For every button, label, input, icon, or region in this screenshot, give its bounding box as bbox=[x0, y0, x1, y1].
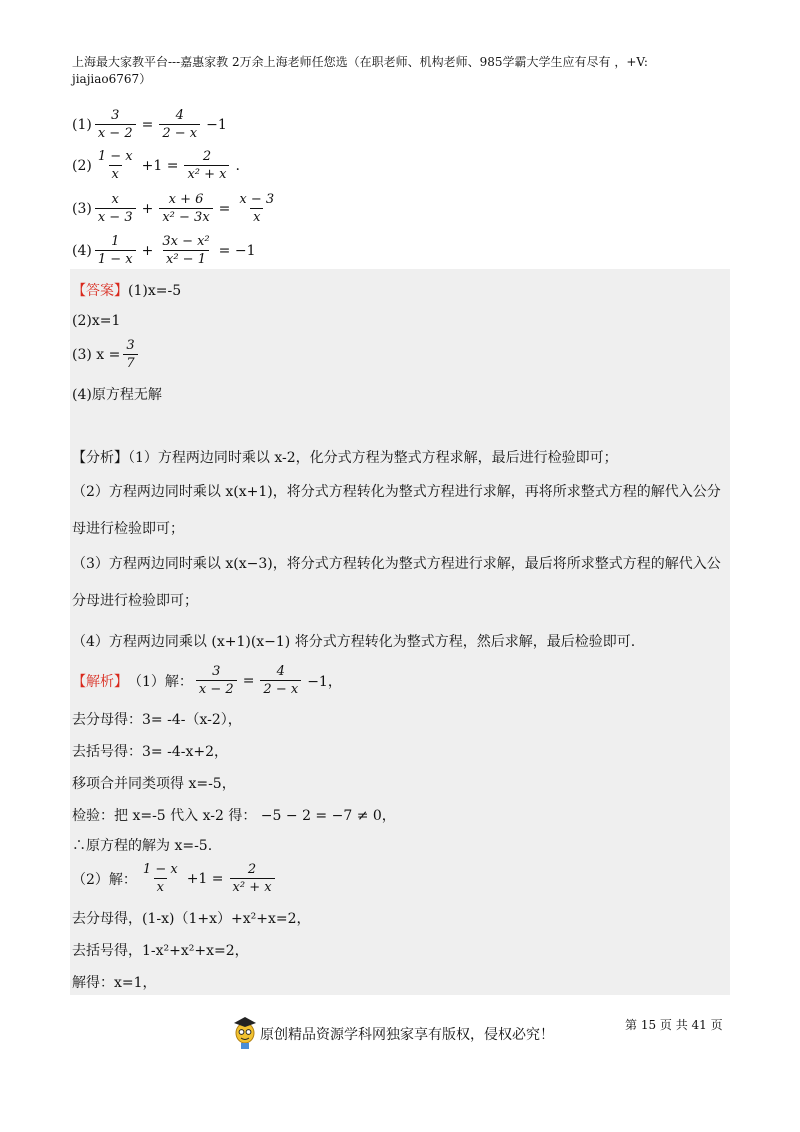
analysis-p2: （2）方程两边同时乘以 x(x+1)，将分式方程转化为整式方程进行求解，再将所求整式方程的解代入公分母进行检验即可； bbox=[72, 484, 721, 537]
page-header bbox=[72, 54, 732, 88]
answer-4: (4)原方程无解 bbox=[72, 387, 162, 403]
fraction: $\frac{x + 6}{\text{x² − 3x}}$ bbox=[159, 192, 212, 225]
fraction: $\frac{1 - x}{x}$ bbox=[142, 862, 178, 895]
question-label: (4) bbox=[72, 242, 92, 259]
solution-line-8: 解得：x=1， bbox=[72, 975, 157, 991]
fraction: $\frac{4}{2 - x}$ bbox=[260, 664, 301, 697]
fraction: $\frac{x - 3}{x}$ bbox=[239, 192, 275, 225]
fraction: $\frac{1 - x}{x}$ bbox=[97, 149, 133, 182]
fraction: $\frac{x}{x - 3}$ bbox=[95, 192, 136, 225]
footer-copyright: 原创精品资源学科网独家享有版权，侵权必究！ bbox=[260, 1027, 554, 1043]
question-4: (4) $\frac{1}{1 - x}$ + $\frac{\text{3x − x²}}{\text{x² − 1}}$ = −1 bbox=[72, 234, 256, 267]
fraction: $\frac{2}{\text{x² + x}}$ bbox=[184, 149, 229, 182]
question-2: (2) $\frac{1 - x}{x}$ +1 = $\frac{2}{\text{x² + x}}$ . bbox=[72, 149, 240, 182]
analysis-p1: 【分析】（1）方程两边同时乘以 x-2，化分式方程为整式方程求解，最后进行检验即可； bbox=[72, 450, 618, 466]
fraction: $\frac{3}{x - 2}$ bbox=[95, 108, 136, 141]
fraction: $\frac{3}{x - 2}$ bbox=[196, 664, 237, 697]
solution-1-header: 【解析】 （1）解： $\frac{3}{x - 2}$ = $\frac{4}{2 - x}$ −1， bbox=[72, 664, 342, 697]
solution-tag: 【解析】 bbox=[72, 673, 128, 690]
solution-line-7: 去括号得，1-x²+x²+x=2， bbox=[72, 943, 249, 959]
question-label: (3) bbox=[72, 200, 92, 217]
header-line-2: jiajiao6767） bbox=[72, 72, 152, 86]
solution-line-6: 去分母得，(1-x)（1+x）+x²+x=2， bbox=[72, 911, 311, 927]
solution-2-header: （2）解： $\frac{1 - x}{x}$ +1 = $\frac{2}{\text{x² + x}}$ bbox=[72, 862, 278, 895]
fraction: $\frac{4}{2 - x}$ bbox=[159, 108, 200, 141]
fraction: $\frac{1}{1 - x}$ bbox=[95, 234, 136, 267]
analysis-p4: （4）方程两边同乘以 (x+1)(x−1) 将分式方程转化为整式方程，然后求解，最后检验即可. bbox=[72, 634, 636, 650]
solution-line-4: 检验：把 x=-5 代入 x-2 得： −5 − 2 = −7 ≠ 0， bbox=[72, 808, 396, 824]
analysis-p3: （3）方程两边同时乘以 x(x−3)，将分式方程转化为整式方程进行求解，最后将所求整式方程的解代入公分母进行检验即可； bbox=[72, 556, 721, 609]
fraction: $\frac{\text{3x − x²}}{\text{x² − 1}}$ bbox=[162, 234, 210, 267]
answer-line-1 bbox=[72, 280, 181, 300]
solution-line-3: 移项合并同类项得 x=-5， bbox=[72, 776, 236, 792]
question-label: (1) bbox=[72, 116, 92, 133]
question-label: (2) bbox=[72, 157, 92, 174]
header-line-1: 上海最大家教平台---嘉惠家教 2万余上海老师任您选（在职老师、机构老师、985学霸大学生应有尽有 ，+V: bbox=[72, 55, 648, 69]
solution-line-1: 去分母得：3= -4-（x-2）， bbox=[72, 712, 242, 728]
solution-line-5: ∴原方程的解为 x=-5. bbox=[72, 838, 213, 854]
fraction: $\frac{2}{\text{x² + x}}$ bbox=[230, 862, 275, 895]
answer-1: (1)x=-5 bbox=[128, 283, 182, 299]
answer-3: (3) x = $\frac{3}{7}$ bbox=[72, 338, 141, 371]
question-1: (1) $\frac{3}{x - 2}$ = $\frac{4}{2 - x}$ −1 bbox=[72, 108, 227, 141]
fraction: $\frac{3}{7}$ bbox=[123, 338, 137, 371]
mascot-logo-icon bbox=[232, 1016, 258, 1050]
answer-2: (2)x=1 bbox=[72, 313, 121, 329]
answer-tag: 【答案】 bbox=[72, 283, 128, 299]
solution-line-2: 去括号得：3= -4-x+2， bbox=[72, 744, 228, 760]
page-number: 第 15 页 共 41 页 bbox=[625, 1018, 723, 1032]
question-3: (3) $\frac{x}{x - 3}$ + $\frac{x + 6}{\text{x² − 3x}}$ = $\frac{x - 3}{x}$ bbox=[72, 192, 280, 225]
